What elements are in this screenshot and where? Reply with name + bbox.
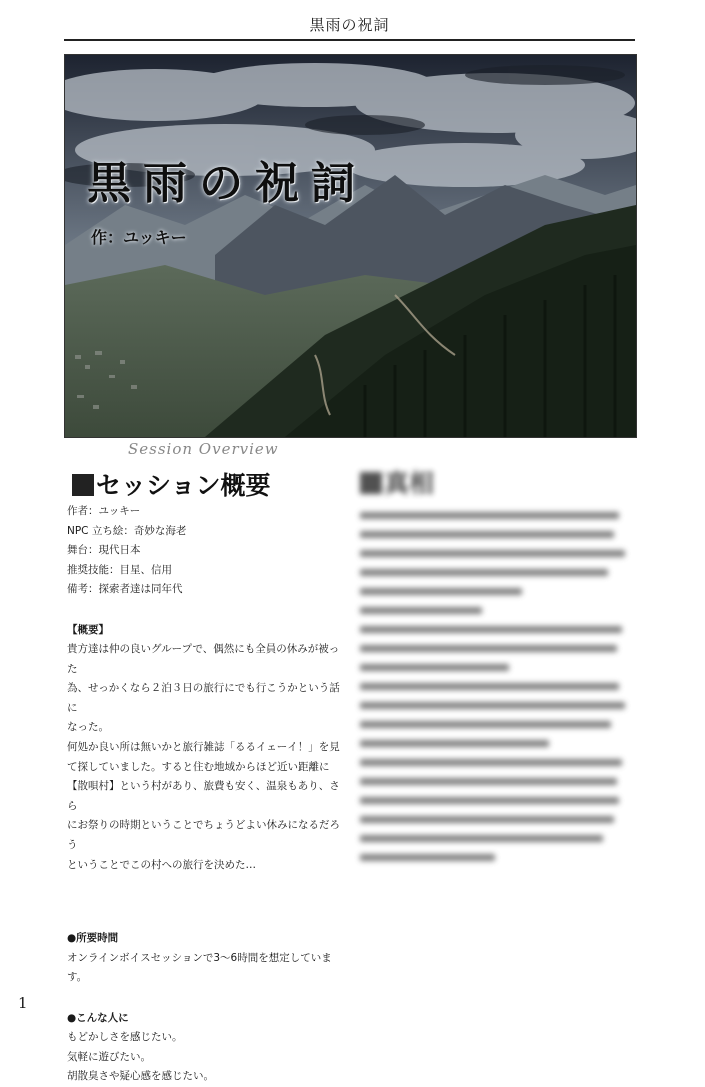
- running-header: 黒雨の祝詞: [64, 14, 635, 41]
- summary-line: ということでこの村への旅行を決めた…: [67, 858, 256, 871]
- summary-line: 何処か良い所は無いかと旅行雑誌「るるイェーイ！」を見: [67, 740, 340, 753]
- summary-line: 為、せっかくなら２泊３日の旅行にでも行こうかという話に: [67, 682, 340, 714]
- summary-line: 【散唄村】という村があり、旅費も安く、温泉もあり、さら: [67, 780, 340, 812]
- meta-skills: 推奨技能：目星、信用: [67, 563, 172, 576]
- summary-line: て探していました。すると住む地域からほど近い距離に: [67, 760, 330, 773]
- target-audience-label: ●こんな人に: [67, 1011, 129, 1024]
- summary-label: 【概要】: [67, 623, 109, 636]
- meta-npc-art: NPC 立ち絵：奇妙な海老: [67, 524, 187, 537]
- blurred-text-block: [360, 512, 630, 861]
- section-heading-overview: [72, 466, 271, 502]
- truth-heading: [360, 464, 630, 500]
- meta-notes: 備考：探索者達は同年代: [67, 583, 183, 595]
- cover-image: [64, 54, 637, 438]
- time-label: ●所要時間: [67, 932, 119, 945]
- meta-setting: 舞台：現代日本: [67, 544, 141, 556]
- section-script-label: Session Overview: [128, 440, 279, 458]
- cover-title: 黒雨の祝詞: [87, 158, 367, 209]
- summary-line: 貴方達は仲の良いグループで、偶然にも全員の休みが被った: [67, 643, 340, 675]
- section-heading-text: セッション概要: [96, 471, 271, 500]
- target-audience-item: 胡散臭さや疑心感を感じたい。: [67, 1070, 214, 1083]
- meta-author: 作者：ユッキー: [67, 505, 141, 517]
- square-bullet-icon: [72, 474, 94, 496]
- target-audience-item: 気軽に遊びたい。: [67, 1050, 151, 1063]
- square-bullet-icon: [360, 472, 382, 494]
- overview-column: [67, 502, 347, 1087]
- target-audience-item: もどかしさを感じたい。: [67, 1031, 183, 1044]
- page-number: 1: [18, 994, 28, 1012]
- truth-heading-text: 真相: [384, 469, 435, 498]
- summary-line: なった。: [67, 721, 109, 734]
- time-text: オンラインボイスセッションで3～6時間を想定しています。: [67, 951, 332, 984]
- summary-line: にお祭りの時期ということでちょうどよい休みになるだろう: [67, 819, 340, 851]
- cover-author: 作：ユッキー: [91, 228, 187, 247]
- blurred-truth-column: [360, 464, 630, 964]
